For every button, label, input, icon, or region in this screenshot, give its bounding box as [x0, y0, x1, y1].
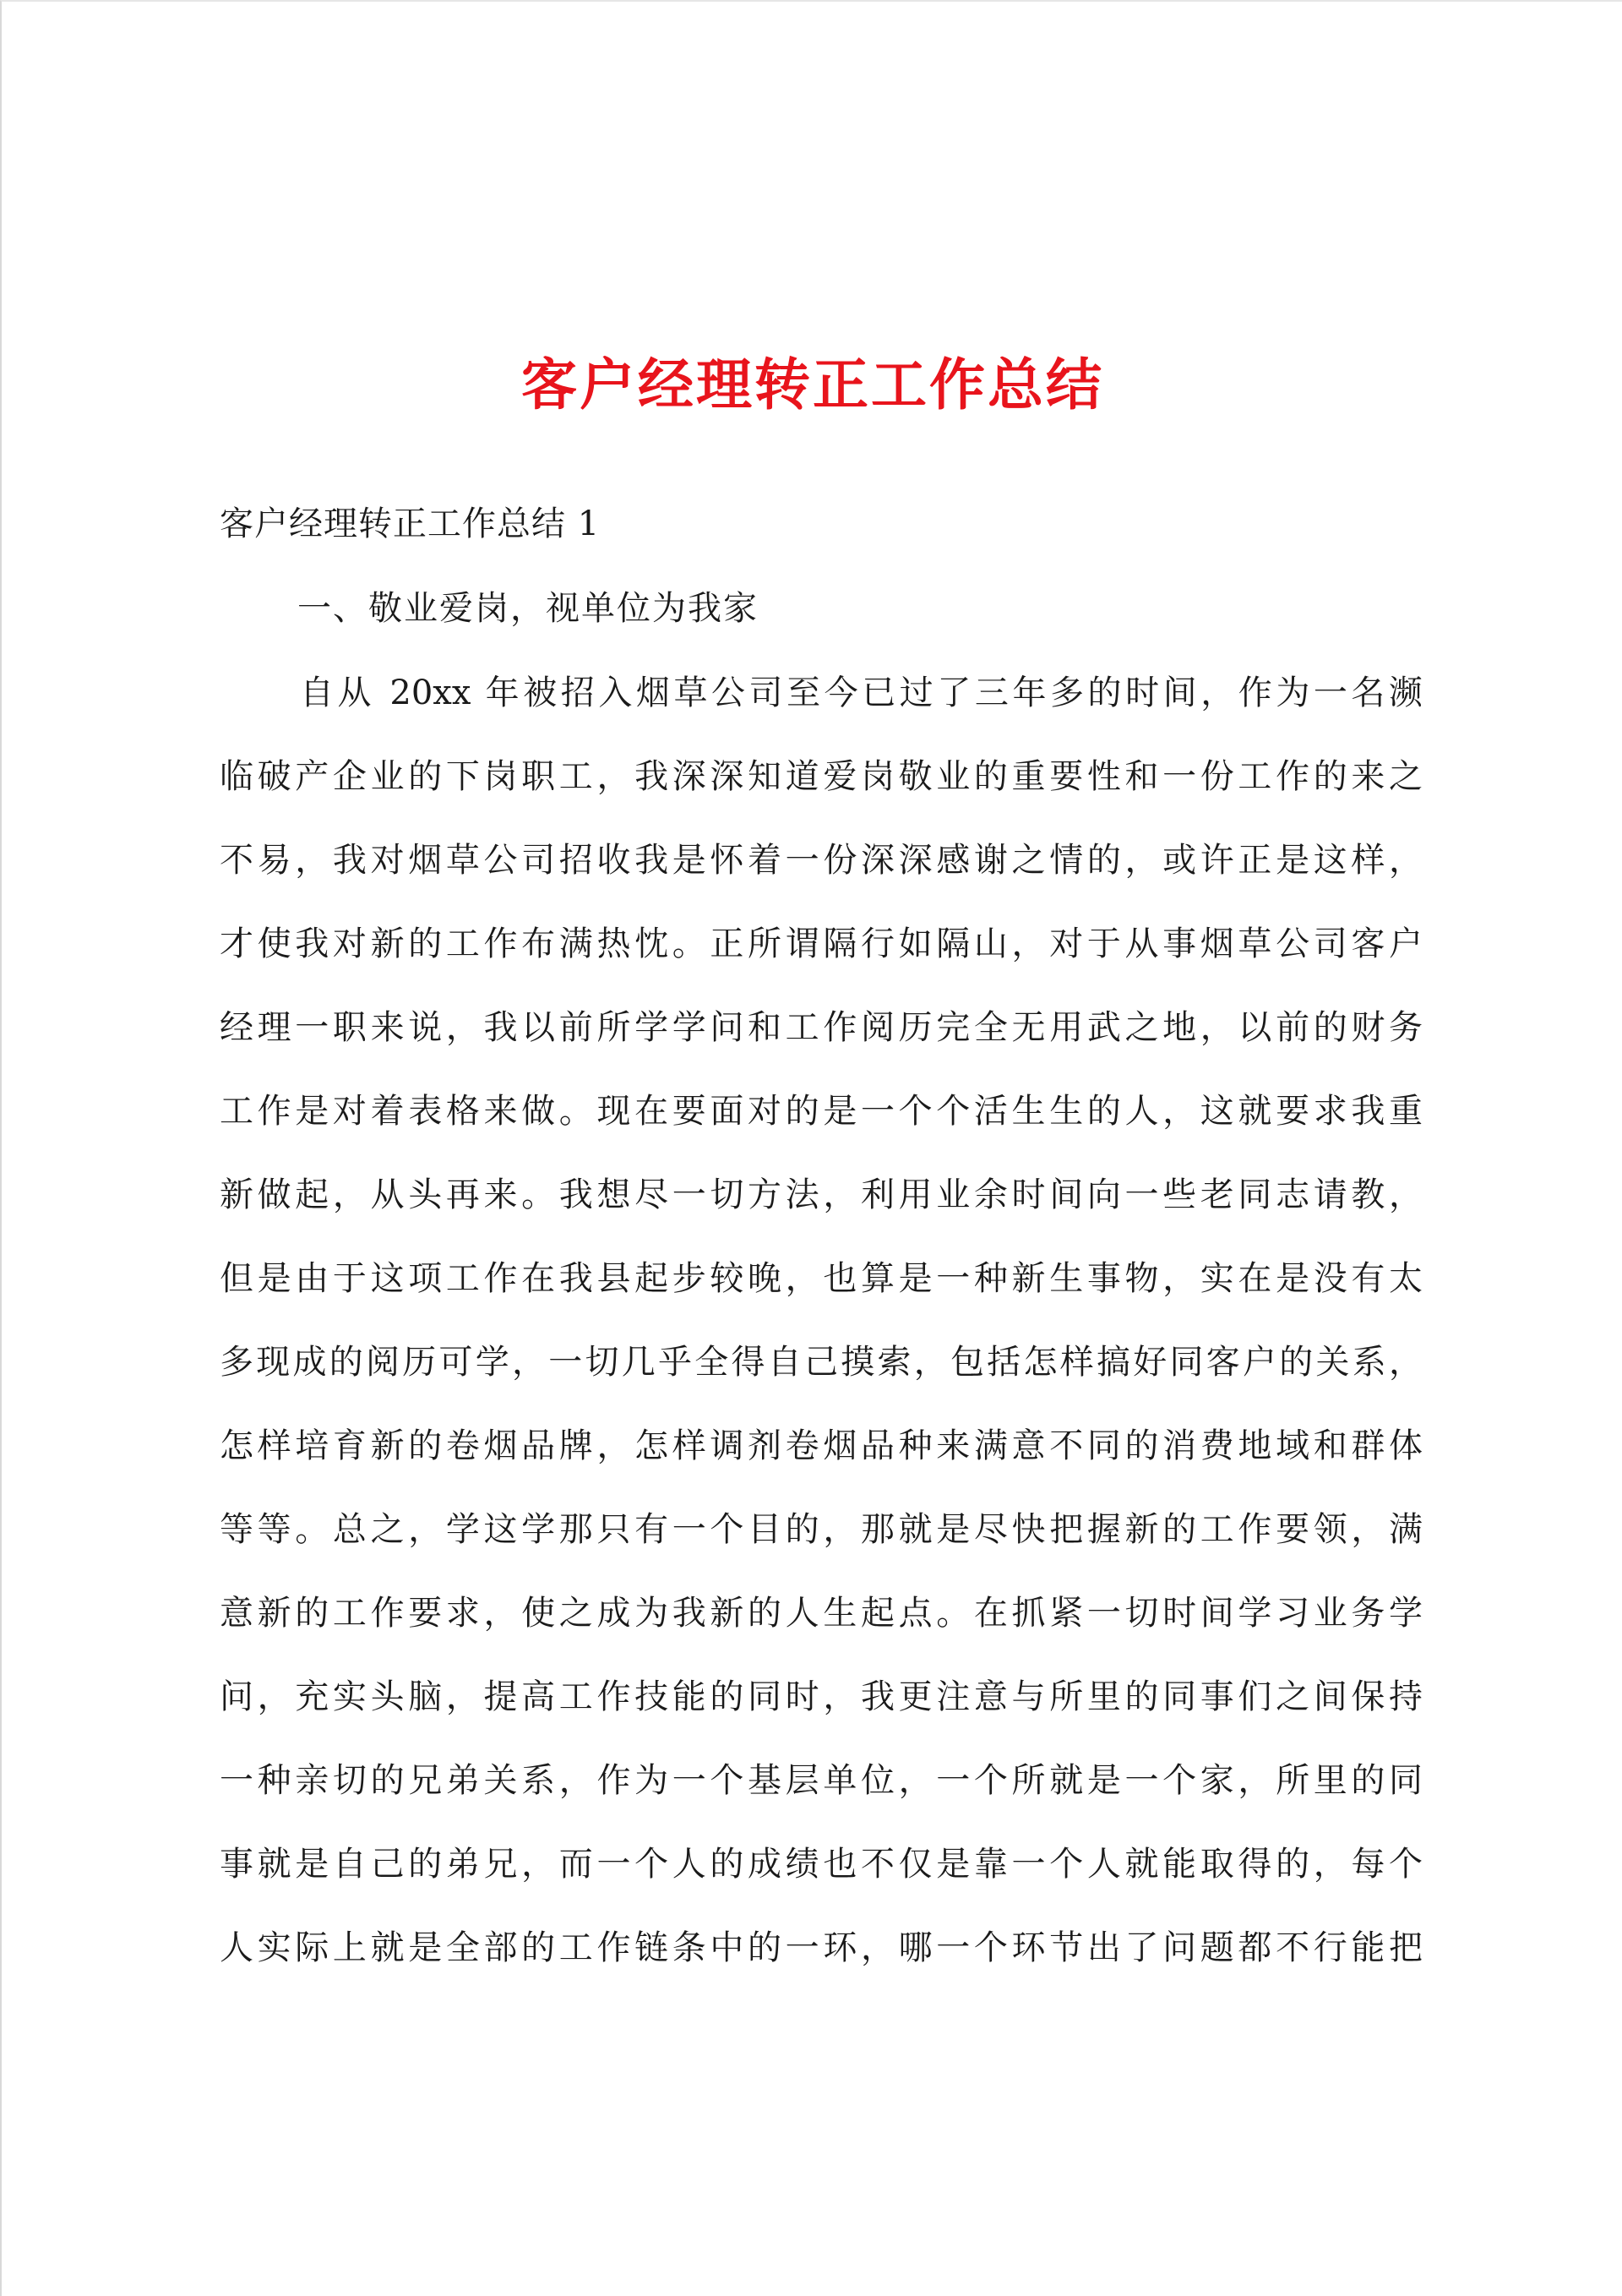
paragraph-line: 问，充实头脑，提高工作技能的同时，我更注意与所里的同事们之间保持: [220, 1677, 1423, 1716]
section-subtitle: 客户经理转正工作总结 1: [220, 504, 601, 543]
paragraph-line: 经理一职来说，我以前所学学问和工作阅历完全无用武之地，以前的财务: [220, 1008, 1423, 1047]
paragraph-line: 新做起，从头再来。我想尽一切方法，利用业余时间向一些老同志请教，: [220, 1175, 1423, 1214]
paragraph-line: 但是由于这项工作在我县起步较晚，也算是一种新生事物，实在是没有太: [220, 1259, 1423, 1298]
paragraph-line: 等等。总之，学这学那只有一个目的，那就是尽快把握新的工作要领，满: [220, 1510, 1423, 1549]
paragraph-line: 才使我对新的工作布满热忱。正所谓隔行如隔山，对于从事烟草公司客户: [220, 924, 1423, 963]
body-paragraph: [220, 668, 1423, 2006]
paragraph-line: 不易，我对烟草公司招收我是怀着一份深深感谢之情的，或许正是这样，: [220, 841, 1423, 880]
paragraph-line: 人实际上就是全部的工作链条中的一环，哪一个环节出了问题都不行能把: [220, 1928, 1423, 1967]
document-title: 客户经理转正工作总结: [521, 352, 1104, 417]
paragraph-line: 一种亲切的兄弟关系，作为一个基层单位，一个所就是一个家，所里的同: [220, 1761, 1423, 1800]
paragraph-line: 意新的工作要求，使之成为我新的人生起点。在抓紧一切时间学习业务学: [220, 1594, 1423, 1633]
section-heading: 一、敬业爱岗，视单位为我家: [297, 589, 759, 628]
paragraph-line: 事就是自己的弟兄，而一个人的成绩也不仅是靠一个人就能取得的，每个: [220, 1845, 1423, 1884]
paragraph-line: 自从 20xx 年被招入烟草公司至今已过了三年多的时间，作为一名濒: [300, 674, 1423, 712]
paragraph-line: 怎样培育新的卷烟品牌，怎样调剂卷烟品种来满意不同的消费地域和群体: [220, 1426, 1423, 1465]
paragraph-line: 临破产企业的下岗职工，我深深知道爱岗敬业的重要性和一份工作的来之: [220, 757, 1423, 796]
paragraph-line: 工作是对着表格来做。现在要面对的是一个个活生生的人，这就要求我重: [220, 1092, 1423, 1131]
paragraph-line: 多现成的阅历可学，一切几乎全得自己摸索，包括怎样搞好同客户的关系，: [220, 1343, 1423, 1382]
